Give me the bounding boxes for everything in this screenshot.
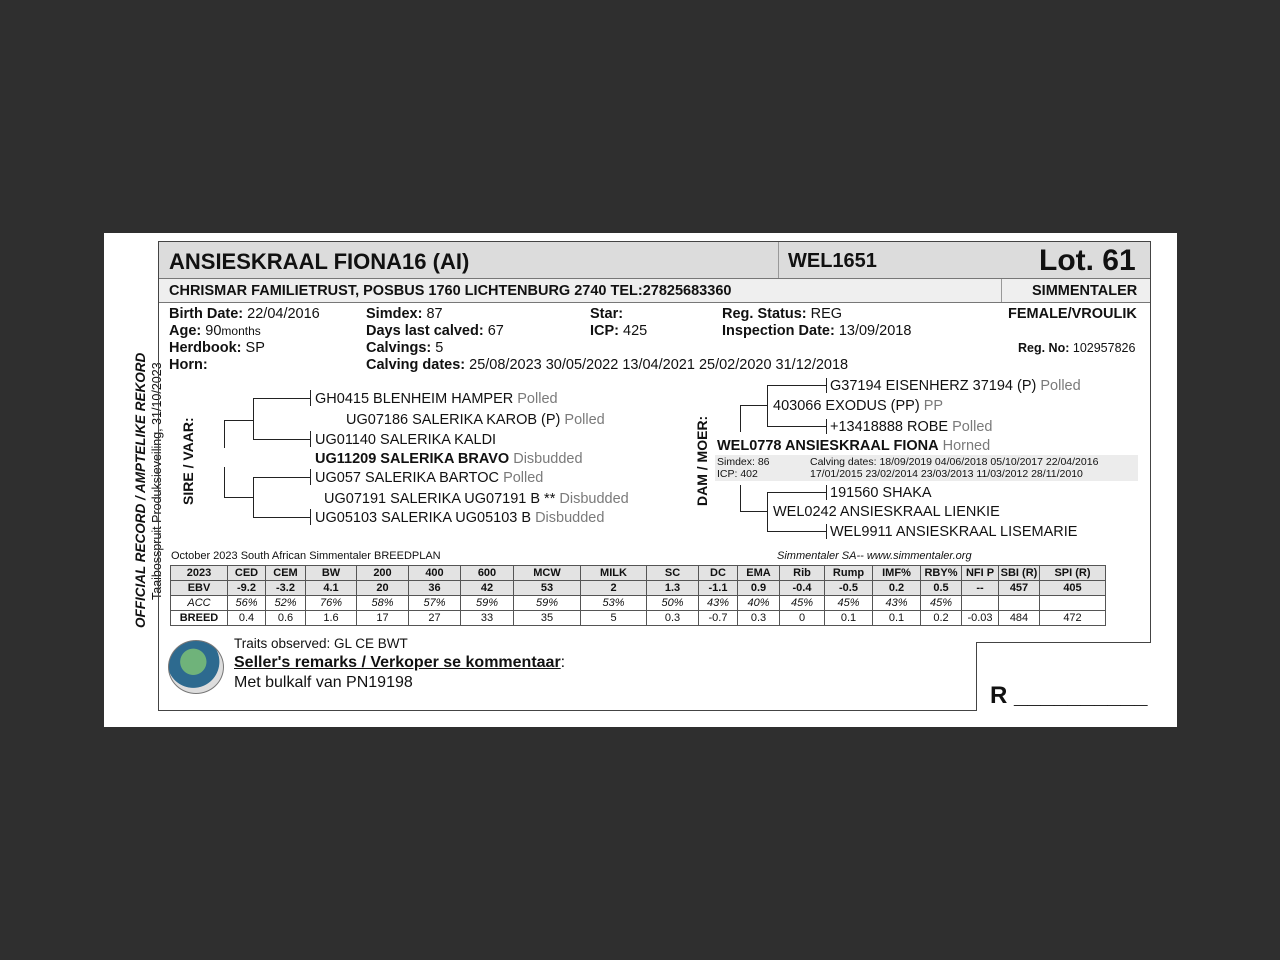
breedplan-cell: 472 [1040, 611, 1106, 626]
breedplan-cell: 600 [461, 566, 514, 581]
breedplan-cell: -3.2 [266, 581, 306, 596]
breedplan-cell: 43% [873, 596, 921, 611]
sire-granddam: UG07191 SALERIKA UG07191 B ** Disbudded [324, 491, 629, 507]
official-record-label: OFFICIAL RECORD / AMPTELIKE REKORD [133, 352, 148, 628]
breedplan-website: Simmentaler SA-- www.simmentaler.org [777, 550, 972, 562]
breedplan-cell: SC [647, 566, 699, 581]
breedplan-cell: BW [306, 566, 357, 581]
breedplan-cell: 20 [357, 581, 409, 596]
breedplan-cell: Rump [825, 566, 873, 581]
breedplan-cell: 45% [825, 596, 873, 611]
dam-icp: ICP: 402 [717, 468, 758, 480]
sire-label: SIRE / VAAR: [180, 417, 196, 505]
breedplan-cell: 0.1 [825, 611, 873, 626]
breedplan-cell: BREED [171, 611, 228, 626]
breedplan-cell: 0.4 [228, 611, 266, 626]
breedplan-cell: 0.6 [266, 611, 306, 626]
breedplan-breed-row [171, 611, 1106, 626]
breedplan-cell: 0.9 [738, 581, 780, 596]
breedplan-cell: -0.03 [962, 611, 999, 626]
breedplan-cell: 0.2 [921, 611, 962, 626]
price-field[interactable]: R __________ [990, 682, 1148, 709]
dam-gg1: G37194 EISENHERZ 37194 (P) Polled [830, 378, 1081, 394]
breedplan-cell: 53 [514, 581, 581, 596]
breedplan-cell: -0.7 [699, 611, 738, 626]
dam-calving-dates-2: 17/01/2015 23/02/2014 23/03/2013 11/03/2012 28/11/2010 [810, 468, 1083, 480]
breedplan-cell: 2023 [171, 566, 228, 581]
breedplan-cell: EMA [738, 566, 780, 581]
breedplan-cell: 52% [266, 596, 306, 611]
sire-gg1: GH0415 BLENHEIM HAMPER Polled [315, 391, 558, 407]
breedplan-cell: 76% [306, 596, 357, 611]
breedplan-cell: 33 [461, 611, 514, 626]
breedplan-cell: 59% [514, 596, 581, 611]
icp: ICP: 425 [590, 323, 648, 339]
breedplan-cell: 36 [409, 581, 461, 596]
breedplan-cell: -1.1 [699, 581, 738, 596]
sellers-remarks: Met bulkalf van PN19198 [234, 674, 413, 691]
breedplan-cell: 58% [357, 596, 409, 611]
breedplan-cell: 457 [999, 581, 1040, 596]
sire-name: UG11209 SALERIKA BRAVO Disbudded [315, 451, 583, 467]
breedplan-cell: 200 [357, 566, 409, 581]
breedplan-cell: CEM [266, 566, 306, 581]
breedplan-cell: -9.2 [228, 581, 266, 596]
breedplan-cell: MILK [581, 566, 647, 581]
breedplan-cell: 17 [357, 611, 409, 626]
breedplan-cell: NFI P [962, 566, 999, 581]
registration-code: WEL1651 [788, 250, 877, 272]
breed-name: SIMMENTALER [1032, 283, 1138, 299]
breedplan-cell: 0.5 [921, 581, 962, 596]
owner-address: CHRISMAR FAMILIETRUST, POSBUS 1760 LICHTENBURG 2740 TEL:27825683360 [169, 283, 732, 299]
breedplan-cell: 56% [228, 596, 266, 611]
breedplan-cell [962, 596, 999, 611]
breedplan-cell [1040, 596, 1106, 611]
breedplan-cell: 0 [780, 611, 825, 626]
breedplan-cell: 400 [409, 566, 461, 581]
breedplan-cell [999, 596, 1040, 611]
breedplan-cell: 59% [461, 596, 514, 611]
dam-name: WEL0778 ANSIESKRAAL FIONA Horned [717, 438, 991, 454]
breedplan-cell: CED [228, 566, 266, 581]
breedplan-cell: 57% [409, 596, 461, 611]
breedplan-cell: 1.3 [647, 581, 699, 596]
breedplan-table [170, 565, 1106, 626]
dam-grandsire: 403066 EXODUS (PP) PP [773, 398, 944, 414]
calvings: Calvings: 5 [366, 340, 444, 356]
calving-dates: Calving dates: 25/08/2023 30/05/2022 13/04/2021 25/02/2020 31/12/2018 [366, 357, 849, 373]
breedplan-caption: October 2023 South African Simmentaler BREEDPLAN [171, 550, 441, 562]
breedplan-cell: MCW [514, 566, 581, 581]
dam-granddam: WEL0242 ANSIESKRAAL LIENKIE [773, 504, 1000, 520]
age: Age: 90months [169, 323, 261, 339]
breedplan-cell: 484 [999, 611, 1040, 626]
breedplan-ebv-row [171, 581, 1106, 596]
breedplan-cell: SBI (R) [999, 566, 1040, 581]
sire-gg3: UG057 SALERIKA BARTOC Polled [315, 470, 544, 486]
sire-gg4: UG05103 SALERIKA UG05103 B Disbudded [315, 510, 605, 526]
breedplan-cell: -0.4 [780, 581, 825, 596]
breedplan-cell: 4.1 [306, 581, 357, 596]
sale-name-label: Taaibosspruit Produksieveiling, 31/10/2023 [150, 362, 164, 600]
breedplan-acc-row [171, 596, 1106, 611]
breedplan-cell: 0.3 [647, 611, 699, 626]
breedplan-cell: 27 [409, 611, 461, 626]
breedplan-cell: 42 [461, 581, 514, 596]
dam-label: DAM / MOER: [694, 415, 710, 506]
breedplan-cell: 50% [647, 596, 699, 611]
breedplan-cell: DC [699, 566, 738, 581]
breedplan-cell: 45% [780, 596, 825, 611]
breedplan-cell: 53% [581, 596, 647, 611]
breedplan-cell: ACC [171, 596, 228, 611]
lot-number: Lot. 61 [1039, 244, 1136, 277]
breedplan-cell: 40% [738, 596, 780, 611]
inspection-date: Inspection Date: 13/09/2018 [722, 323, 912, 339]
sire-gg2: UG01140 SALERIKA KALDI [315, 432, 497, 448]
dam-gg4: WEL9911 ANSIESKRAAL LISEMARIE [830, 524, 1078, 540]
reg-status: Reg. Status: REG [722, 306, 843, 322]
breedplan-cell: 35 [514, 611, 581, 626]
horn: Horn: [169, 357, 208, 373]
breedplan-cell: Rib [780, 566, 825, 581]
herdbook: Herdbook: SP [169, 340, 265, 356]
sex: FEMALE/VROULIK [1008, 306, 1137, 322]
breedplan-cell: IMF% [873, 566, 921, 581]
dam-gg2: +13418888 ROBE Polled [830, 419, 993, 435]
breedplan-cell: 0.3 [738, 611, 780, 626]
breedplan-cell: 43% [699, 596, 738, 611]
breedplan-cell: -0.5 [825, 581, 873, 596]
simdex: Simdex: 87 [366, 306, 443, 322]
dam-calving-dates: Calving dates: 18/09/2019 04/06/2018 05/10/2017 22/04/2016 [810, 456, 1099, 468]
breedplan-cell: 5 [581, 611, 647, 626]
days-last-calved: Days last calved: 67 [366, 323, 504, 339]
breedplan-header-row [171, 566, 1106, 581]
breedplan-cell: 2 [581, 581, 647, 596]
star: Star: [590, 306, 624, 322]
animal-name: ANSIESKRAAL FIONA16 (AI) [169, 249, 470, 274]
breedplan-cell: 1.6 [306, 611, 357, 626]
breedplan-cell: 405 [1040, 581, 1106, 596]
sellers-remarks-title: Seller's remarks / Verkoper se kommentaar: [234, 654, 566, 671]
breedplan-cell: 45% [921, 596, 962, 611]
simmentaler-logo-icon [168, 640, 224, 694]
breedplan-cell: 0.1 [873, 611, 921, 626]
breedplan-cell: -- [962, 581, 999, 596]
traits-observed: Traits observed: GL CE BWT [234, 636, 408, 651]
dam-simdex: Simdex: 86 [717, 456, 770, 468]
breedplan-cell: EBV [171, 581, 228, 596]
breedplan-cell: RBY% [921, 566, 962, 581]
birth-date: Birth Date: 22/04/2016 [169, 306, 320, 322]
reg-number: Reg. No: 102957826 [1018, 341, 1136, 355]
breedplan-cell: SPI (R) [1040, 566, 1106, 581]
breedplan-cell: 0.2 [873, 581, 921, 596]
dam-gg3: 191560 SHAKA [830, 485, 932, 501]
sire-grandsire: UG07186 SALERIKA KAROB (P) Polled [346, 412, 605, 428]
